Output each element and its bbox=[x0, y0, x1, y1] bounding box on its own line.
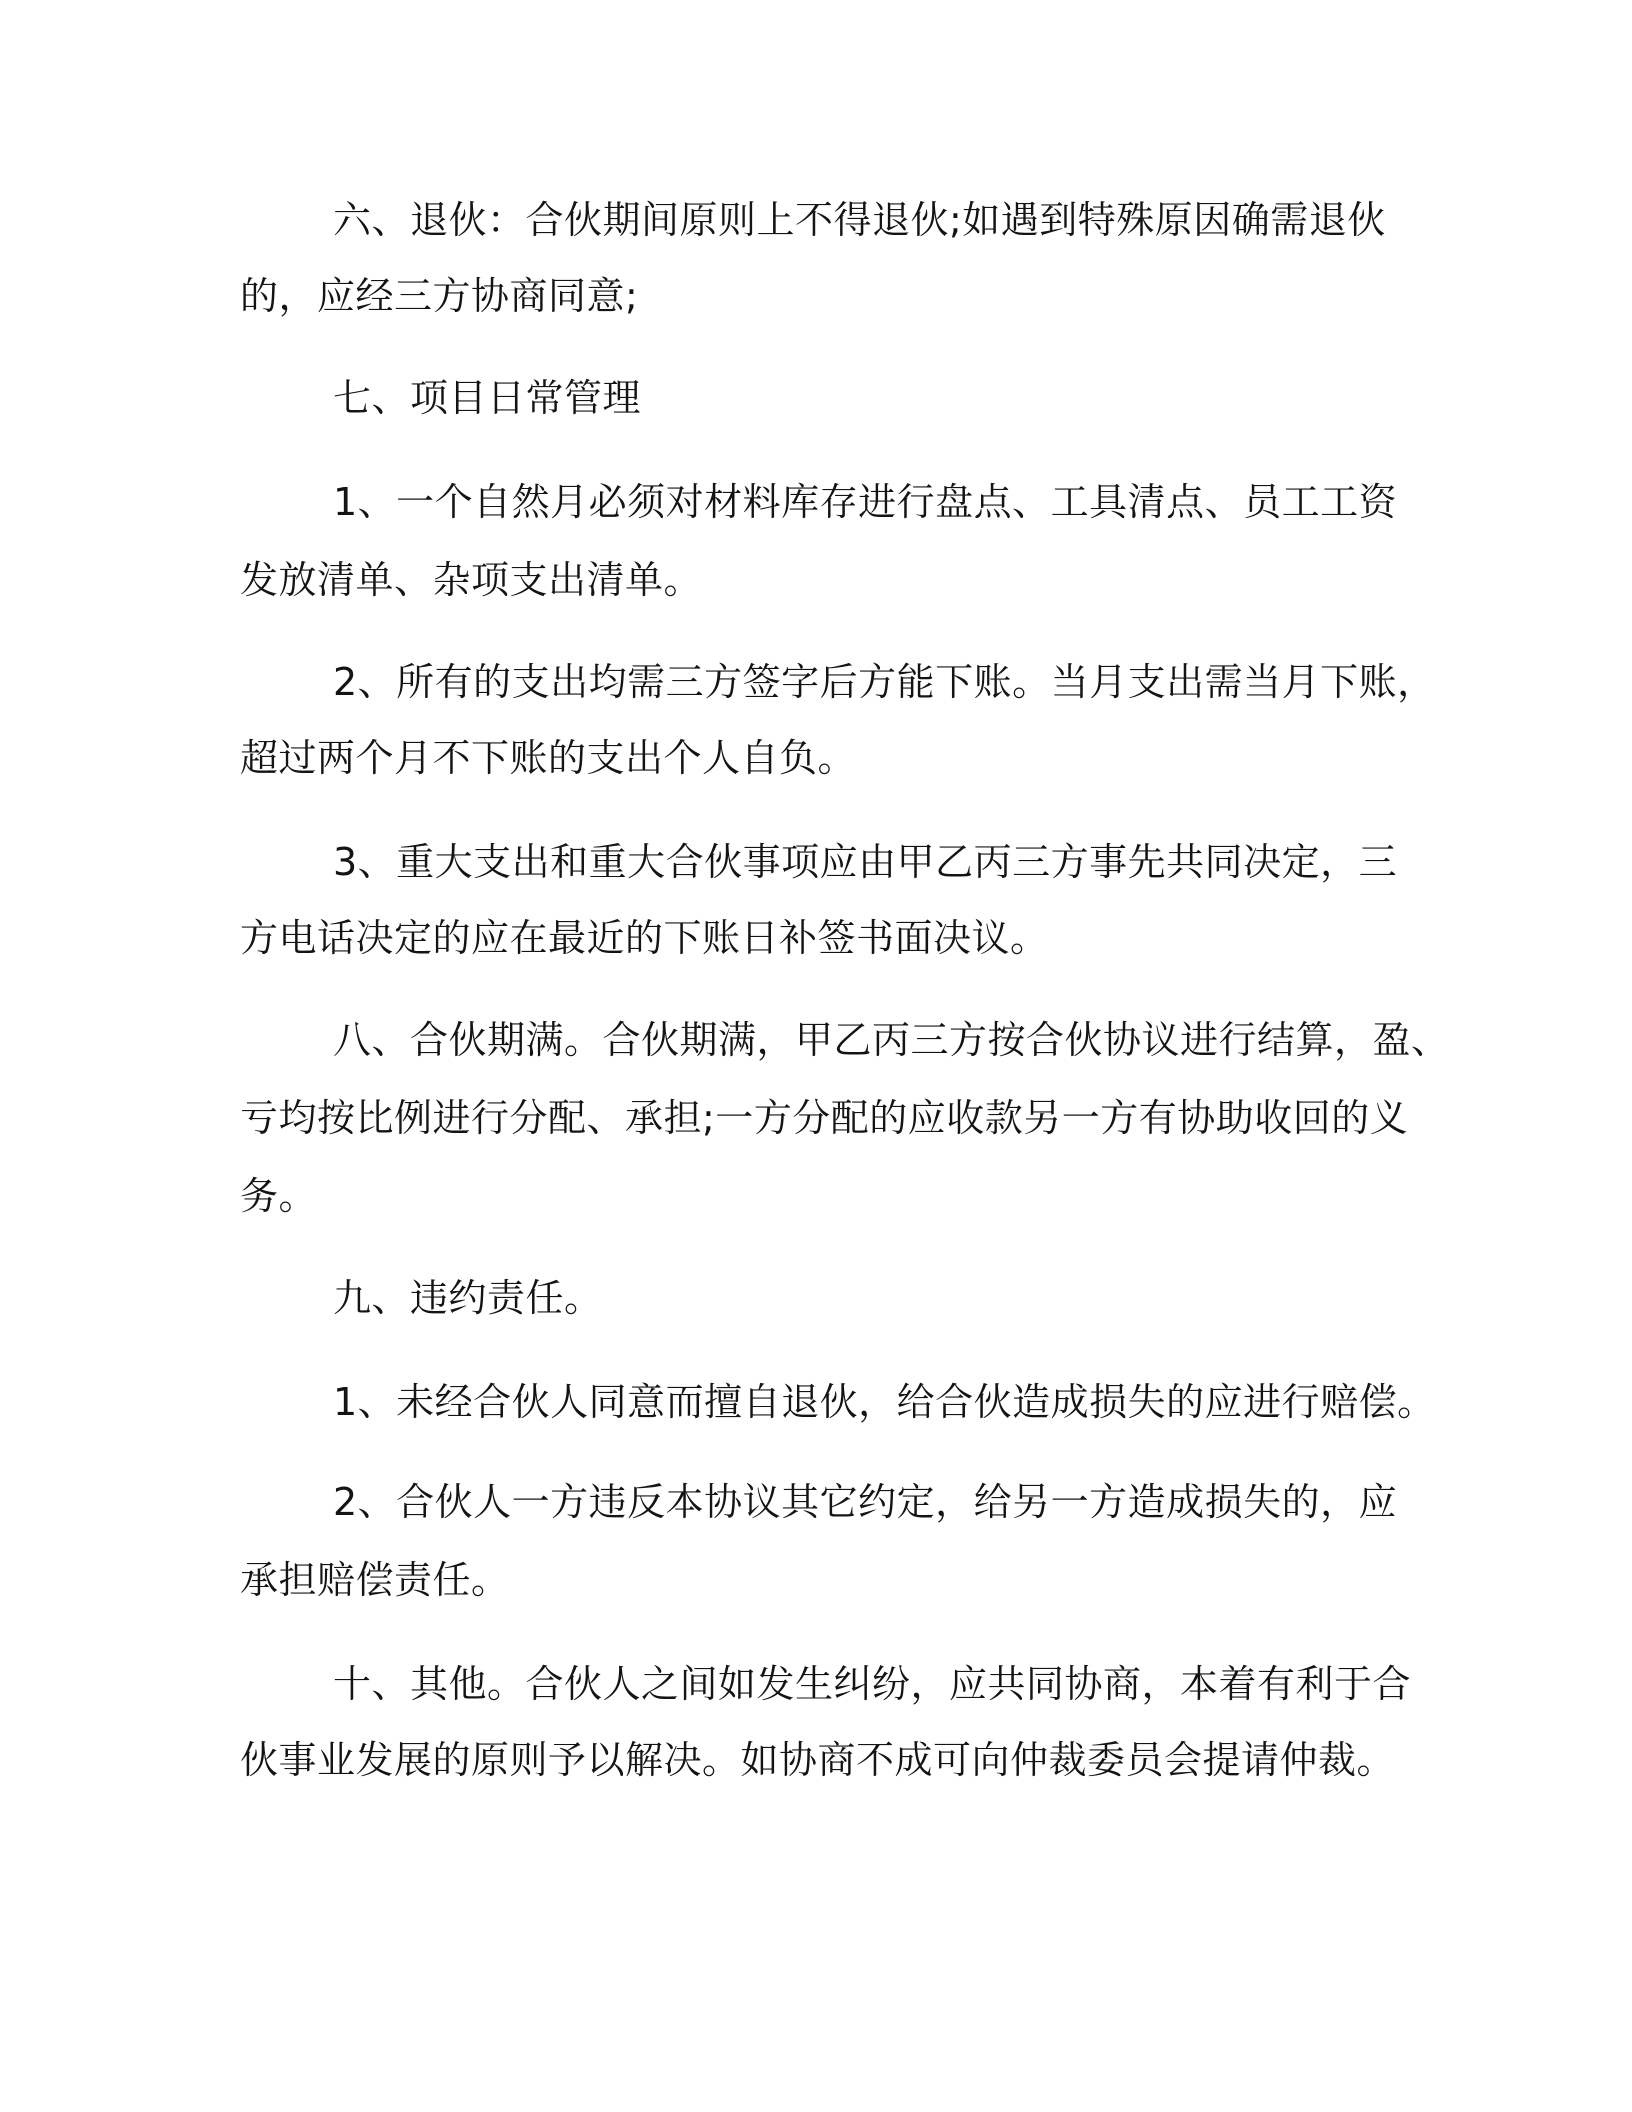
text-line: 2、所有的支出均需三方签字后方能下账。当月支出需当月下账， bbox=[333, 660, 1436, 704]
section-heading: 九、违约责任。 bbox=[333, 1276, 603, 1320]
text-line: 1、未经合伙人同意而擅自退伙，给合伙造成损失的应进行赔偿。 bbox=[333, 1380, 1436, 1424]
text-line: 六、退伙：合伙期间原则上不得退伙;如遇到特殊原因确需退伙 bbox=[333, 198, 1386, 242]
text-line: 方电话决定的应在最近的下账日补签书面决议。 bbox=[240, 916, 1049, 960]
text-line: 1、一个自然月必须对材料库存进行盘点、工具清点、员工工资 bbox=[333, 480, 1398, 524]
text-line: 超过两个月不下账的支出个人自负。 bbox=[240, 736, 857, 780]
text-line: 的，应经三方协商同意; bbox=[240, 274, 639, 318]
text-line: 亏均按比例进行分配、承担;一方分配的应收款另一方有协助收回的义 bbox=[240, 1096, 1409, 1140]
text-line: 承担赔偿责任。 bbox=[240, 1558, 510, 1602]
text-line: 八、合伙期满。合伙期满，甲乙丙三方按合伙协议进行结算，盈、 bbox=[333, 1018, 1450, 1062]
text-line: 2、合伙人一方违反本协议其它约定，给另一方造成损失的，应 bbox=[333, 1480, 1398, 1524]
text-line: 十、其他。合伙人之间如发生纠纷，应共同协商，本着有利于合 bbox=[333, 1662, 1412, 1706]
text-line: 伙事业发展的原则予以解决。如协商不成可向仲裁委员会提请仲裁。 bbox=[240, 1738, 1396, 1782]
section-heading: 七、项目日常管理 bbox=[333, 376, 642, 420]
text-line: 发放清单、杂项支出清单。 bbox=[240, 558, 703, 602]
text-line: 务。 bbox=[240, 1174, 318, 1218]
text-line: 3、重大支出和重大合伙事项应由甲乙丙三方事先共同决定，三 bbox=[333, 840, 1398, 884]
